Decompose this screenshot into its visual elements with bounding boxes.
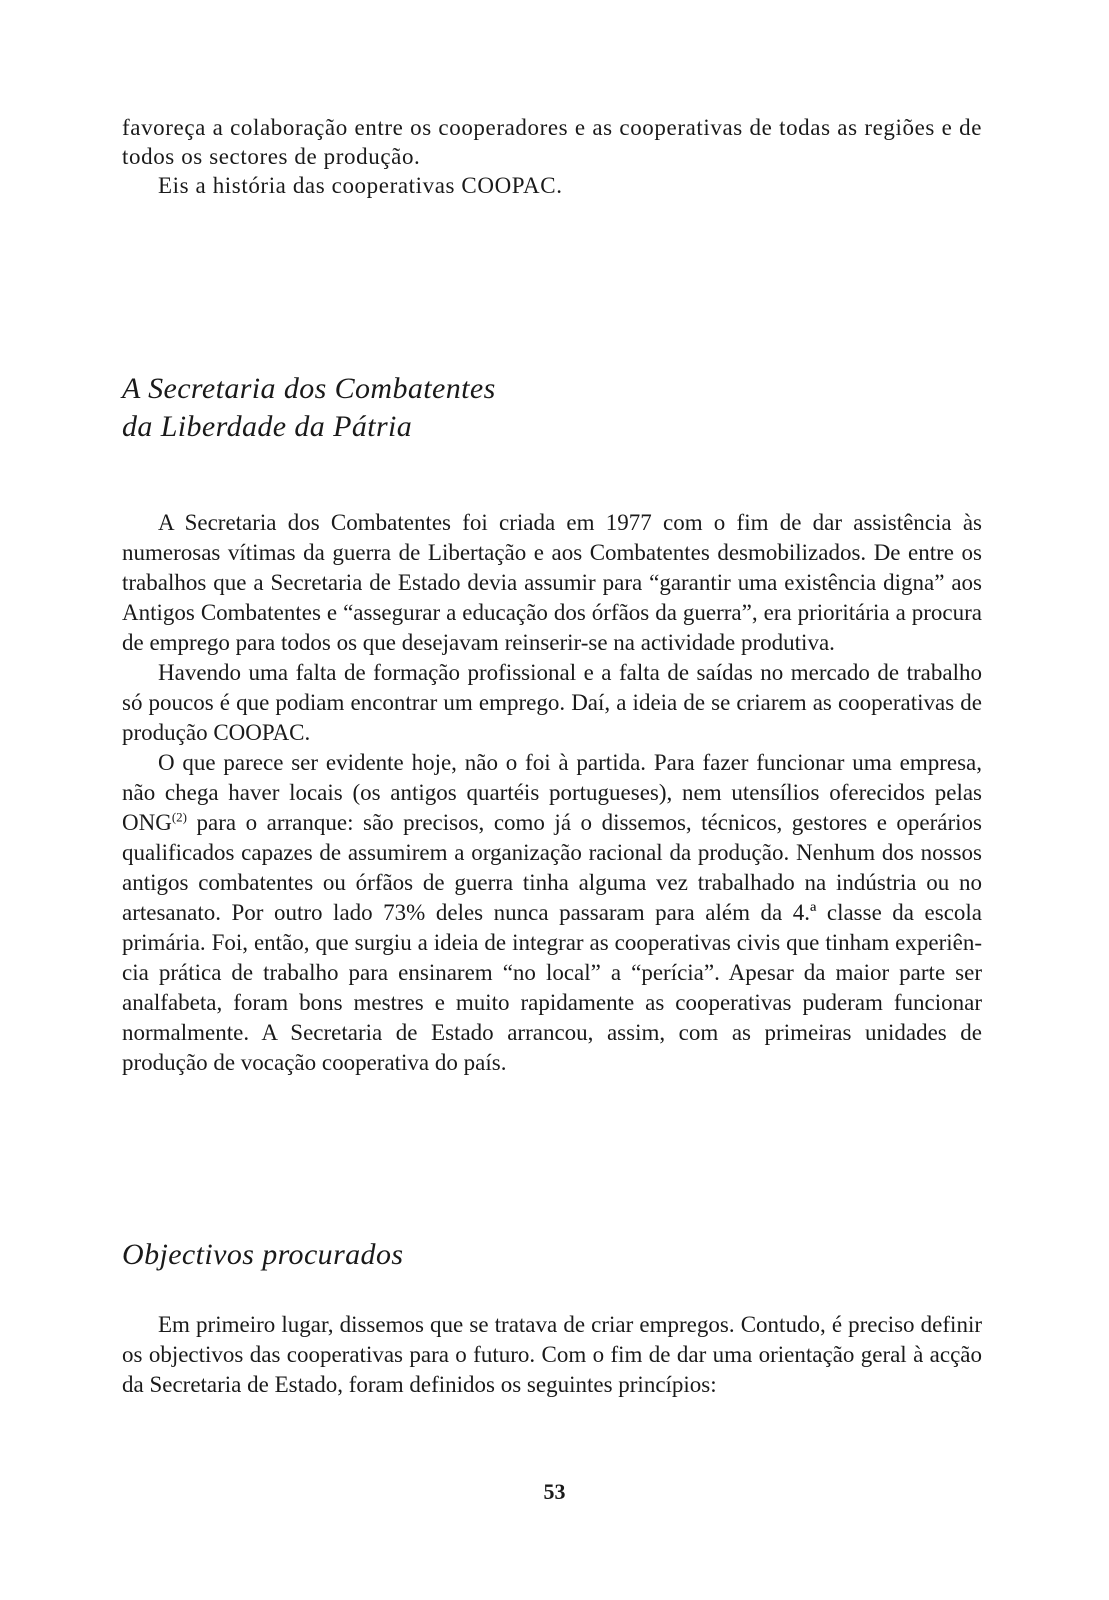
paragraph-1: A Secretaria dos Combatentes foi criada em 1977 com o fim de dar assistência às numerosas vítimas da guerra de Libertação e aos Combatentes desmobilizados. De entre os trabalhos que a Secretaria de Estado devia assumir para “garantir uma existência digna” aos Antigos Combatentes e “assegurar a educação dos órfãos da guerra”, era prioritária a procura de emprego para todos os que desejavam reinserir-se na actividade produtiva. [122,510,982,655]
footnote-reference: (2) [171,809,188,825]
paragraph-3-part-a: O que parece ser evidente hoje, não o foi à partida. Para fazer funcionar uma empresa, não chega haver locais (os antigos quartéis portugueses), nem utensílios oferecidos pelas ONG [122,750,982,835]
paragraph-objectivos: Em primeiro lugar, dissemos que se tratava de criar empregos. Contudo, é preciso definir os objectivos das cooperativas para o futuro. Com o fim de dar uma orientação geral à acção da Secretaria de Estado, foram definidos os seguintes princípios: [122,1312,982,1397]
heading-line-1: A Secretaria dos Combatentes [122,372,496,405]
intro-closing-line: Eis a história das cooperativas COOPAC. [158,173,563,198]
section-body-secretaria [122,508,982,1078]
section-heading-objectivos [122,1236,982,1274]
section-body-objectivos [122,1310,982,1400]
paragraph-2: Havendo uma falta de formação profissional e a falta de saídas no mercado de trabalho só poucos é que podiam encontrar um emprego. Daí, a ideia de se criarem as cooperativas de produção COOPAC. [122,660,982,745]
paragraph-3 [122,748,982,1078]
heading-line-2: da Liberdade da Pátria [122,410,413,443]
paragraph-3-part-b: para o arranque: são precisos, como já o dissemos, técnicos, gestores e operários qualificados capazes de assumirem a organização racional da produção. Nenhum dos nossos antigos combatentes ou órfãos de guerra tinha alguma vez trabalhado na indústria ou no artesanato. Por outro lado 73% deles nunca passaram para além da 4.ª classe da escola primária. Foi, então, que surgiu a ideia de integrar as cooperativas civis que tinham experiência prática de trabalho para ensinarem “no local” a “perícia”. Apesar da maior parte ser analfabeta, foram bons mestres e muito rapidamente as cooperativas puderam funcionar normalmente. A Secretaria de Estado arrancou, assim, com as primeiras unidades de produção de vocação cooperativa do país. [122,810,982,1075]
section-heading-secretaria [122,370,982,446]
page-number: 53 [543,1479,566,1504]
heading-objectivos: Objectivos procurados [122,1238,404,1271]
intro-paragraph: favoreça a colaboração entre os cooperadores e as cooperativas de todas as regiões e de todos os sectores de produção. [122,115,982,169]
intro-text [122,113,982,200]
